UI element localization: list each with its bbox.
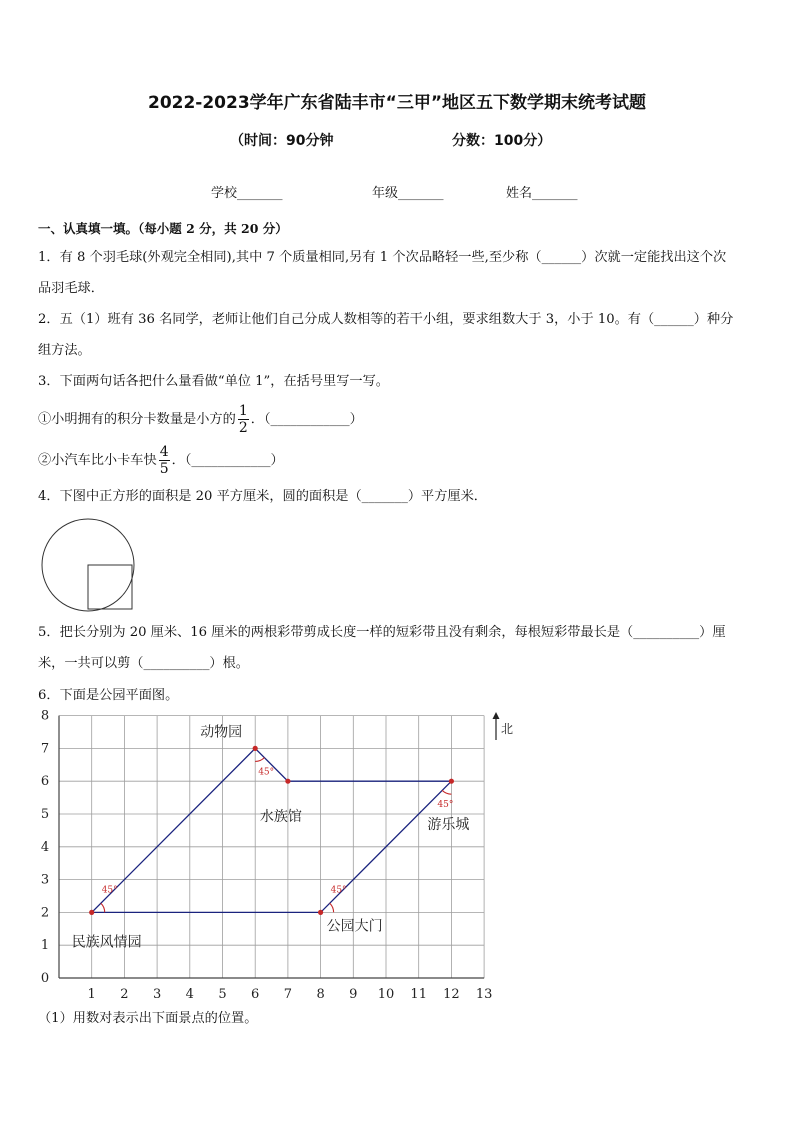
school-field: 学校_______ [211,186,283,201]
landmark-label: 游乐城 [427,817,470,834]
x-tick-label: 9 [349,987,358,1002]
page-title: 2022-2023学年广东省陆丰市“三甲”地区五下数学期末统考试题 [147,93,647,113]
landmark-label: 民族风情园 [71,934,142,951]
q3-item1-text: ①小明拥有的积分卡数量是小方的 [38,412,236,427]
angle-arc [442,790,451,794]
y-tick-label: 4 [40,839,50,855]
q5-line1: 5．把长分别为 20 厘米、16 厘米的两根彩带剪成长度一样的短彩带且没有剩余，每根短彩带最长是（__________）厘 [38,625,726,640]
fraction-four-fifths [159,444,170,477]
angle-arc [330,903,334,912]
fraction-numerator: 4 [159,444,169,460]
y-tick-label: 2 [40,905,50,921]
x-tick-label: 13 [475,987,493,1002]
q6-sub1: （1）用数对表示出下面景点的位置。 [38,1011,258,1026]
y-tick-label: 8 [40,708,50,724]
q4-line1: 4．下图中正方形的面积是 20 平方厘米，圆的面积是（_______）平方厘米． [38,489,487,504]
name-field: 姓名_______ [506,186,578,201]
circle-square-figure [38,518,138,614]
landmark-point [449,779,454,784]
park-map-chart [30,706,540,1006]
q2-line2: 组方法。 [38,343,91,358]
x-tick-label: 1 [87,987,96,1002]
q1-line2: 品羽毛球． [38,281,104,296]
angle-label: 45° [101,885,118,896]
fraction-numerator: 1 [238,403,248,419]
y-tick-label: 0 [40,971,50,986]
y-tick-label: 5 [40,807,50,822]
x-tick-label: 6 [251,987,260,1002]
x-tick-label: 5 [218,987,227,1002]
landmark-label: 水族馆 [259,809,302,826]
fraction-one-half [238,403,249,436]
north-arrow-icon [493,712,500,719]
q2-line1: 2．五（1）班有 36 名同学，老师让他们自己分成人数相等的若干小组，要求组数大于 3，小于 10。有（______）种分 [38,312,734,327]
y-tick-label: 6 [40,774,50,790]
x-tick-label: 4 [185,987,194,1002]
square-shape [88,565,132,609]
y-tick-label: 7 [40,741,50,757]
y-tick-label: 3 [40,872,50,888]
angle-label: 45° [330,885,347,896]
q3-item2 [38,443,284,479]
y-tick-label: 1 [40,938,50,954]
exam-time: （时间：90分钟 [230,133,334,149]
x-tick-label: 11 [410,987,427,1002]
x-tick-label: 10 [377,987,395,1002]
q3-item2-text: ②小汽车比小卡车快 [38,453,157,468]
q3-item1 [38,402,363,438]
x-tick-label: 8 [316,987,325,1002]
landmark-point [253,746,258,751]
x-tick-label: 7 [283,987,293,1002]
angle-arc [255,758,264,762]
x-tick-label: 3 [152,987,162,1002]
q3-line1: 3．下面两句话各把什么量看做“单位 1”，在括号里写一写。 [38,374,389,389]
exam-score: 分数：100分） [452,133,552,149]
grade-field: 年级_______ [372,186,444,201]
landmark-label: 公园大门 [326,918,383,935]
q3-item1-answer: ．（____________） [250,412,363,427]
q1-line1: 1．有 8 个羽毛球(外观完全相同),其中 7 个质量相同,另有 1 个次品略轻一些,至少称（______）次就一定能找出这个次 [38,250,727,265]
landmark-point [89,910,94,915]
north-label: 北 [501,722,514,736]
landmark-point [318,910,323,915]
fraction-denominator: 2 [238,420,248,436]
q6-line1: 6．下面是公园平面图。 [38,688,179,703]
q3-item2-answer: ．（____________） [171,453,284,468]
section-heading: 一、认真填一填。（每小题 2 分，共 20 分） [38,221,288,236]
landmark-label: 动物园 [200,724,243,741]
landmark-point [285,779,290,784]
q5-line2: 米，一共可以剪（__________）根。 [38,656,249,671]
angle-arc [101,903,105,912]
fraction-denominator: 5 [159,461,169,477]
angle-label: 45° [258,767,275,778]
x-tick-label: 2 [120,987,129,1002]
x-tick-label: 12 [443,987,460,1002]
angle-label: 45° [437,800,454,811]
